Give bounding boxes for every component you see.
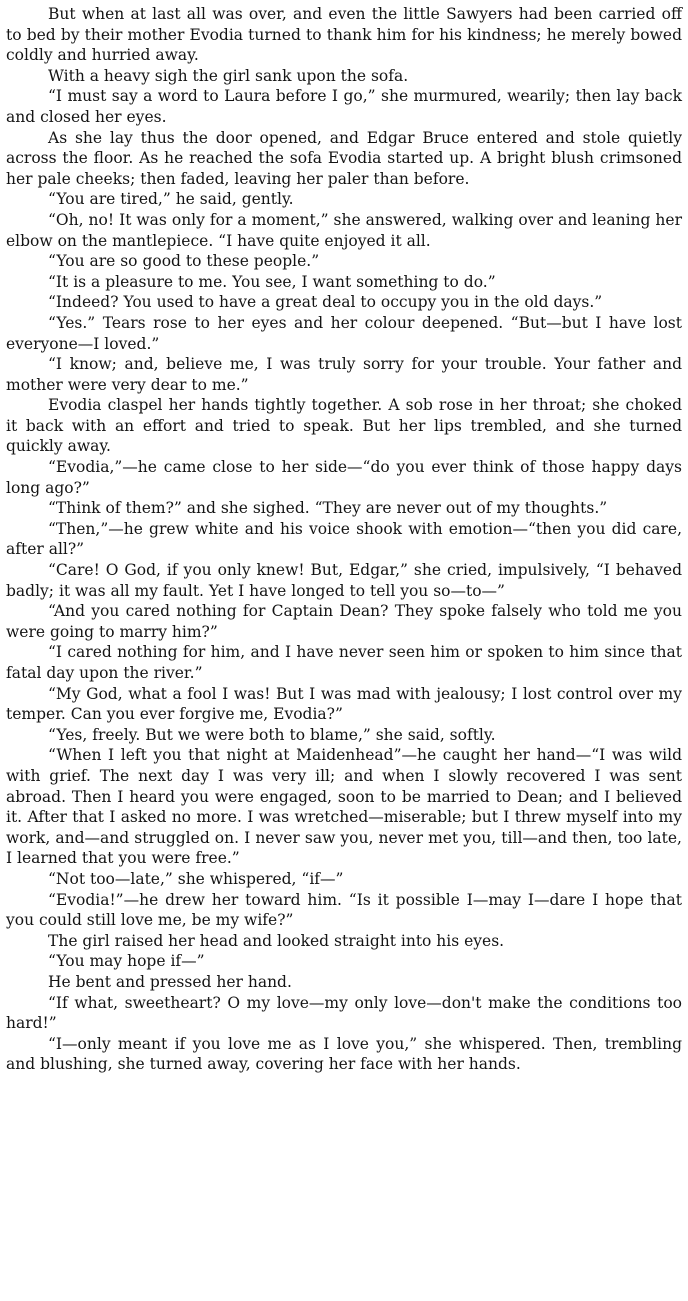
- paragraph-9: “Indeed? You used to have a great deal to occupy you in the old days.”: [48, 293, 603, 312]
- paragraph-5: “You are tired,” he said, gently.: [48, 190, 294, 209]
- paragraph-15: “Then,”—he grew white and his voice shook with emotion—“then you did care, after all?”: [6, 519, 682, 559]
- paragraph-21: “When I left you that night at Maidenhead”—he caught her hand—“I was wild with grief. The next day I was very ill; and when I slowly recovered I was sent abroad. Then I heard you were engaged, soon to be married to Dean; and I believed it. After that I asked no more. I was wretched—miserable; but I threw myself into my work, and—and struggled on. I never saw you, never met you, till—and then, too late, I learned that you were free.”: [6, 746, 682, 868]
- paragraph-14: “Think of them?” and she sighed. “They are never out of my thoughts.”: [48, 499, 608, 518]
- paragraph-19: “My God, what a fool I was! But I was mad with jealousy; I lost control over my temper. Can you ever forgive me, Evodia?”: [6, 684, 682, 724]
- paragraph-1: But when at last all was over, and even the little Sawyers had been carried off to bed by their mother Evodia turned to thank him for his kindness; he merely bowed coldly and hurried away.: [6, 5, 682, 65]
- paragraph-12: Evodia claspel her hands tightly together. A sob rose in her throat; she choked it back with an effort and tried to speak. But her lips trembled, and she turned quickly away.: [6, 396, 682, 456]
- paragraph-8: “It is a pleasure to me. You see, I want something to do.”: [48, 272, 496, 291]
- paragraph-11: “I know; and, believe me, I was truly sorry for your trouble. Your father and mother were very dear to me.”: [6, 355, 682, 394]
- paragraph-20: “Yes, freely. But we were both to blame,” she said, softly.: [48, 725, 496, 744]
- paragraph-25: “You may hope if—”: [48, 952, 205, 971]
- paragraph-23: “Evodia!”—he drew her toward him. “Is it possible I—may I—dare I hope that you could still love me, be my wife?”: [6, 890, 682, 930]
- paragraph-6: “Oh, no! It was only for a moment,” she answered, walking over and leaning her elbow on the mantlepiece. “I have quite enjoyed it all.: [6, 210, 682, 250]
- paragraph-27: “If what, sweetheart? O my love—my only love—don't make the conditions too hard!”: [6, 993, 682, 1033]
- paragraph-24: The girl raised her head and looked straight into his eyes.: [48, 931, 505, 950]
- paragraph-2: With a heavy sigh the girl sank upon the sofa.: [48, 66, 409, 85]
- paragraph-3: “I must say a word to Laura before I go,” she murmured, wearily; then lay back and closed her eyes.: [6, 87, 682, 126]
- paragraph-13: “Evodia,”—he came close to her side—“do you ever think of those happy days long ago?”: [6, 458, 682, 497]
- paragraph-4: As she lay thus the door opened, and Edgar Bruce entered and stole quietly across the floor. As he reached the sofa Evodia started up. A bright blush crimsoned her pale cheeks; then faded, leaving her paler than before.: [6, 128, 682, 188]
- paragraph-17: “And you cared nothing for Captain Dean? They spoke falsely who told me you were going to marry him?”: [6, 602, 682, 641]
- paragraph-28: “I—only meant if you love me as I love you,” she whispered. Then, trembling and blushing, she turned away, covering her face with her hands.: [6, 1034, 682, 1074]
- paragraph-18: “I cared nothing for him, and I have never seen him or spoken to him since that fatal day upon the river.”: [6, 643, 682, 682]
- paragraph-26: He bent and pressed her hand.: [48, 972, 292, 991]
- paragraph-22: “Not too—late,” she whispered, “if—”: [48, 869, 344, 888]
- paragraph-16: “Care! O God, if you only knew! But, Edgar,” she cried, impulsively, “I behaved badly; it was all my fault. Yet I have longed to tell you so—to—”: [6, 561, 682, 600]
- paragraph-7: “You are so good to these people.”: [48, 252, 320, 271]
- paragraph-10: “Yes.” Tears rose to her eyes and her colour deepened. “But—but I have lost everyone—I loved.”: [6, 313, 682, 353]
